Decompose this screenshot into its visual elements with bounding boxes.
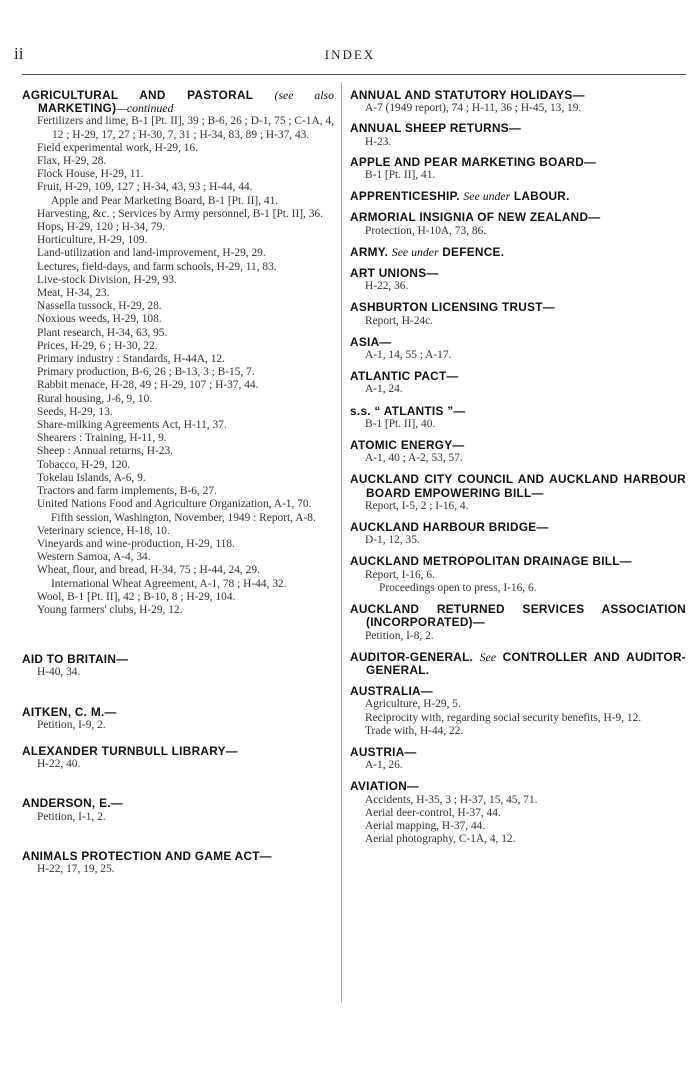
entry-heading <box>350 336 686 349</box>
entry-heading <box>350 473 686 499</box>
heading-text: AVIATION— <box>350 779 420 794</box>
entry-heading <box>350 685 686 698</box>
subentry: Aerial mapping, H-37, 44. <box>365 819 486 832</box>
index-entry <box>350 603 686 643</box>
entry-heading <box>350 405 686 418</box>
heading-text: ANDERSON, E.— <box>22 796 123 811</box>
subentry: Land-utilization and land-improvement, H-29, 29. <box>37 247 266 260</box>
heading-continued-note: —continued <box>116 101 174 116</box>
heading-text: ASIA— <box>350 334 392 349</box>
heading-text: ANNUAL AND STATUTORY HOLIDAYS— <box>350 88 585 102</box>
subentry: Flock House, H-29, 11. <box>37 168 144 181</box>
subentry: B-1 [Pt. II], 40. <box>365 417 436 430</box>
subentry: Wheat, flour, and bread, H-34, 75 ; H-44, 24, 29. <box>37 564 260 577</box>
subentry: H-22, 36. <box>365 280 409 293</box>
entry-heading <box>350 89 686 102</box>
subentry: Proceedings open to press, I-16, 6. <box>379 581 537 594</box>
header-rule <box>22 74 686 75</box>
heading-text: ART UNIONS— <box>350 266 439 281</box>
subentry: Report, I-16, 6. <box>365 568 435 581</box>
entry-heading <box>350 301 686 314</box>
entry-heading <box>350 267 686 280</box>
subentry: Accidents, H-35, 3 ; H-37, 15, 45, 71. <box>365 793 538 806</box>
subentry: Rabbit menace, H-28, 49 ; H-29, 107 ; H-37, 44. <box>37 379 259 392</box>
entry-heading <box>22 706 334 719</box>
entry-heading <box>350 651 686 677</box>
subentry: Apple and Pear Marketing Board, B-1 [Pt. II], 41. <box>51 194 279 207</box>
subentry: Meat, H-34, 23. <box>37 287 110 300</box>
heading-text: AUDITOR-GENERAL. <box>350 649 474 664</box>
subentry: Field experimental work, H-29, 16. <box>37 141 199 154</box>
subentry: Reciprocity with, regarding social security benefits, H-9, 12. <box>365 711 642 724</box>
subentry: Primary production, B-6, 26 ; B-13, 3 ; B-15, 7. <box>37 366 255 379</box>
subentry: Vineyards and wine-production, H-29, 118. <box>37 537 235 550</box>
heading-text: AUCKLAND HARBOUR BRIDGE— <box>350 520 549 535</box>
subentry: Fifth session, Washington, November, 1949 : Report, A-8. <box>51 511 316 524</box>
index-entry <box>350 156 686 182</box>
heading-text: ANIMALS PROTECTION AND GAME ACT— <box>22 848 272 863</box>
subentry: Petition, I-9, 2. <box>37 718 106 731</box>
index-entry <box>350 246 686 259</box>
subentry: Trade with, H-44, 22. <box>365 724 464 737</box>
subentry: Report, I-5, 2 ; I-16, 4. <box>365 499 469 512</box>
entry-heading <box>22 745 334 758</box>
subentry: Sheep : Annual returns, H-23. <box>37 445 174 458</box>
index-entry <box>350 336 686 362</box>
subentry: Report, H-24c. <box>365 314 434 327</box>
entry-heading <box>22 653 334 666</box>
index-entry <box>22 797 334 823</box>
heading-text-continued: LABOUR. <box>513 189 570 204</box>
entry-heading <box>350 603 686 629</box>
entry-heading <box>350 780 686 793</box>
heading-text-continued: MARKETING) <box>38 101 117 116</box>
subentry: Noxious weeds, H-29, 108. <box>37 313 162 326</box>
heading-text: AUSTRIA— <box>350 744 417 759</box>
heading-text: ARMORIAL INSIGNIA OF NEW ZEALAND— <box>350 210 601 225</box>
subentry: Rural housing, J-6, 9, 10. <box>37 392 153 405</box>
index-entry <box>350 521 686 547</box>
subentry: Petition, I-1, 2. <box>37 810 106 823</box>
subentry: Veterinary science, H-18, 10. <box>37 524 170 537</box>
index-entry <box>350 370 686 396</box>
index-entry <box>22 745 334 771</box>
entry-heading <box>350 190 686 203</box>
index-entry <box>350 89 686 115</box>
heading-text: ARMY. <box>350 244 389 259</box>
entry-heading <box>350 211 686 224</box>
index-entry <box>350 780 686 846</box>
index-entry <box>350 651 686 677</box>
subentry: Primary industry : Standards, H-44A, 12. <box>37 353 225 366</box>
subentry: Fruit, H-29, 109, 127 ; H-34, 43, 93 ; H-44, 44. <box>37 181 253 194</box>
heading-text: APPRENTICESHIP. <box>350 189 460 204</box>
index-entry <box>22 89 334 617</box>
entry-heading <box>22 797 334 810</box>
entry-heading <box>350 439 686 452</box>
index-entry <box>22 850 334 876</box>
index-entry <box>350 122 686 148</box>
index-entry <box>350 685 686 738</box>
heading-text: AGRICULTURAL AND PASTORAL <box>22 88 254 102</box>
subentry: Young farmers' clubs, H-29, 12. <box>37 603 183 616</box>
entry-heading <box>22 89 334 115</box>
subentry: Flax, H-29, 28. <box>37 155 107 168</box>
entry-heading <box>350 521 686 534</box>
index-entry <box>22 653 334 679</box>
subentry: Wool, B-1 [Pt. II], 42 ; B-10, 8 ; H-29, 104. <box>37 590 236 603</box>
subentry: United Nations Food and Agriculture Organization, A-1, 70. <box>37 498 312 511</box>
subentry: Tokelau Islands, A-6, 9. <box>37 471 146 484</box>
heading-text: ANNUAL SHEEP RETURNS— <box>350 121 522 136</box>
subentry: A-1, 26. <box>365 759 403 772</box>
subentry: Prices, H-29, 6 ; H-30, 22. <box>37 339 158 352</box>
heading-note: See under <box>463 189 511 204</box>
subentry: Tobacco, H-29, 120. <box>37 458 131 471</box>
heading-text: ASHBURTON LICENSING TRUST— <box>350 300 555 315</box>
entry-heading <box>350 370 686 383</box>
heading-note: (see also <box>274 88 334 102</box>
index-entry <box>350 473 686 513</box>
heading-note: See under <box>391 244 439 259</box>
left-column <box>22 89 334 876</box>
subentry: B-1 [Pt. II], 41. <box>365 169 436 182</box>
subentry: International Wheat Agreement, A-1, 78 ; H-44, 32. <box>51 577 287 590</box>
index-entry <box>350 555 686 595</box>
subentry: A-1, 14, 55 ; A-17. <box>365 349 452 362</box>
subentry: Aerial photography, C-1A, 4, 12. <box>365 833 516 846</box>
heading-text: ATLANTIC PACT— <box>350 369 459 384</box>
entry-heading <box>350 746 686 759</box>
subentry: A-7 (1949 report), 74 ; H-11, 36 ; H-45, 13, 19. <box>365 102 582 115</box>
subentry: Aerial deer-control, H-37, 44. <box>365 806 501 819</box>
index-entry <box>350 439 686 465</box>
index-entry <box>350 211 686 237</box>
heading-text-continued: CONTROLLER AND AUDITOR-GENERAL. <box>366 649 686 677</box>
subentry: Tractors and farm implements, B-6, 27. <box>37 485 217 498</box>
subentry: H-22, 40. <box>37 758 81 771</box>
index-entry <box>350 190 686 203</box>
subentry: Hops, H-29, 120 ; H-34, 79. <box>37 221 166 234</box>
subentry: Agriculture, H-29, 5. <box>365 698 461 711</box>
page-number: ii <box>14 44 24 63</box>
index-entry <box>350 267 686 293</box>
subentry: Live-stock Division, H-29, 93. <box>37 273 177 286</box>
subentry: Horticulture, H-29, 109. <box>37 234 148 247</box>
subentry: Share-milking Agreements Act, H-11, 37. <box>37 419 227 432</box>
subentry: Fertilizers and lime, B-1 [Pt. II], 39 ; B-6, 26 ; D-1, 75 ; C-1A, 4, 12 ; H-29, 17, 27 ; H-30, 7, 31 ; H-34, 83, 89 ; H-37, 43. <box>37 115 334 141</box>
heading-text: s.s. “ ATLANTIS ”— <box>350 403 466 418</box>
heading-text: AUSTRALIA— <box>350 684 433 699</box>
subentry: Nassella tussock, H-29, 28. <box>37 300 162 313</box>
subentry: D-1, 12, 35. <box>365 534 420 547</box>
subentry: Western Samoa, A-4, 34. <box>37 551 151 564</box>
heading-text: ALEXANDER TURNBULL LIBRARY— <box>22 743 238 758</box>
column-divider <box>341 82 342 1002</box>
heading-text: AITKEN, C. M.— <box>22 704 117 719</box>
subentry: H-22, 17, 19, 25. <box>37 862 115 875</box>
index-entry <box>350 746 686 772</box>
entry-heading <box>350 156 686 169</box>
heading-text: AUCKLAND METROPOLITAN DRAINAGE BILL— <box>350 554 632 569</box>
entry-heading <box>350 555 686 568</box>
subentry: A-1, 40 ; A-2, 53, 57. <box>365 452 463 465</box>
subentry: H-23. <box>365 135 392 148</box>
subentry: Protection, H-10A, 73, 86. <box>365 224 487 237</box>
index-entry <box>22 706 334 732</box>
heading-text: ATOMIC ENERGY— <box>350 438 465 453</box>
heading-text: AUCKLAND CITY COUNCIL AND AUCKLAND HARBOUR BOARD EMPOWERING BILL— <box>350 472 686 500</box>
heading-text-continued: DEFENCE. <box>442 244 505 259</box>
subentry: Shearers : Training, H-11, 9. <box>37 432 167 445</box>
index-entry <box>350 301 686 327</box>
subentry: Lectures, field-days, and farm schools, H-29, 11, 83. <box>37 260 277 273</box>
entry-heading <box>350 246 686 259</box>
subentry: Harvesting, &c. ; Services by Army personnel, B-1 [Pt. II], 36. <box>37 207 323 220</box>
heading-text: AUCKLAND RETURNED SERVICES ASSOCIATION (INCORPORATED)— <box>350 602 686 630</box>
subentry: Seeds, H-29, 13. <box>37 405 113 418</box>
subentry: A-1, 24. <box>365 383 403 396</box>
subentry: Petition, I-8, 2. <box>365 629 434 642</box>
index-entry <box>350 405 686 431</box>
subentry: H-40, 34. <box>37 666 81 679</box>
page-title: INDEX <box>324 47 376 62</box>
page-header <box>0 44 700 64</box>
heading-text: AID TO BRITAIN— <box>22 652 129 667</box>
entry-heading <box>22 850 334 863</box>
heading-note: See <box>479 649 497 664</box>
right-column <box>350 89 686 846</box>
heading-text: APPLE AND PEAR MARKETING BOARD— <box>350 154 597 169</box>
entry-heading <box>350 122 686 135</box>
subentry: Plant research, H-34, 63, 95. <box>37 326 168 339</box>
